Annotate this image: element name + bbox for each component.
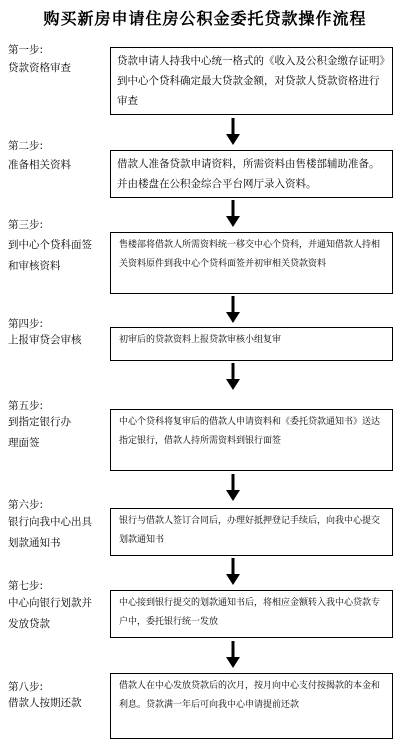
- step-4-label: 上报审贷会审核: [8, 334, 82, 346]
- step-7-number: 第七步:: [8, 580, 44, 592]
- arrow-down-icon: [226, 363, 240, 391]
- step-4-box: 初审后的贷款资料上报贷款审核小组复审: [110, 327, 393, 361]
- step-3-box: 售楼部将借款人所需资料统一移交中心个贷科，并通知借款人持相关资料原件到我中心个贷科面签并初审相关贷款资料: [110, 232, 393, 294]
- step-3-number: 第三步:: [8, 219, 44, 231]
- step-1-box: 贷款申请人持我中心统一格式的《收入及公积金缴存证明》到中心个贷科确定最大贷款金额，对贷款人贷款资格进行审查: [110, 47, 393, 115]
- step-4-number: 第四步:: [8, 318, 44, 330]
- arrow-down-icon: [226, 118, 240, 146]
- step-8-box: 借款人在中心发放贷款后的次月，按月向中心支付按揭款的本金和利息。贷款满一年后可向我中心申请提前还款: [110, 673, 393, 739]
- step-8-number: 第八步:: [8, 681, 44, 693]
- step-7-box: 中心接到银行提交的划款通知书后，将相应金额转入我中心贷款专户中，委托银行统一发放: [110, 590, 393, 638]
- step-1-label: 贷款资格审查: [8, 62, 71, 74]
- step-5-label: 到指定银行办理面签: [8, 416, 71, 449]
- step-6-label: 银行向我中心出具划款通知书: [8, 516, 92, 549]
- step-6-number: 第六步:: [8, 499, 44, 511]
- step-5-number: 第五步:: [8, 400, 44, 412]
- step-6-box: 银行与借款人签订合同后，办理好抵押登记手续后，向我中心提交划款通知书: [110, 508, 393, 556]
- step-5-box: 中心个贷科将复审后的借款人申请资料和《委托贷款通知书》送达指定银行，借款人持所需资料到银行面签: [110, 409, 393, 471]
- step-3-label: 到中心个贷科面签和审核资料: [8, 239, 92, 272]
- step-7-label: 中心向银行划款并发放贷款: [8, 597, 92, 630]
- arrow-down-icon: [226, 474, 240, 502]
- arrow-down-icon: [226, 558, 240, 586]
- arrow-down-icon: [226, 296, 240, 324]
- flowchart-title: 购买新房申请住房公积金委托贷款操作流程: [43, 9, 367, 28]
- arrow-down-icon: [226, 641, 240, 669]
- step-8-label: 借款人按期还款: [8, 697, 82, 709]
- step-2-label: 准备相关资料: [8, 159, 71, 171]
- step-2-number: 第二步:: [8, 140, 44, 152]
- arrow-down-icon: [226, 200, 240, 228]
- step-2-box: 借款人准备贷款申请资料，所需资料由售楼部辅助准备。并由楼盘在公积金综合平台网厅录入资料。: [110, 150, 393, 198]
- step-1-number: 第一步:: [8, 44, 44, 56]
